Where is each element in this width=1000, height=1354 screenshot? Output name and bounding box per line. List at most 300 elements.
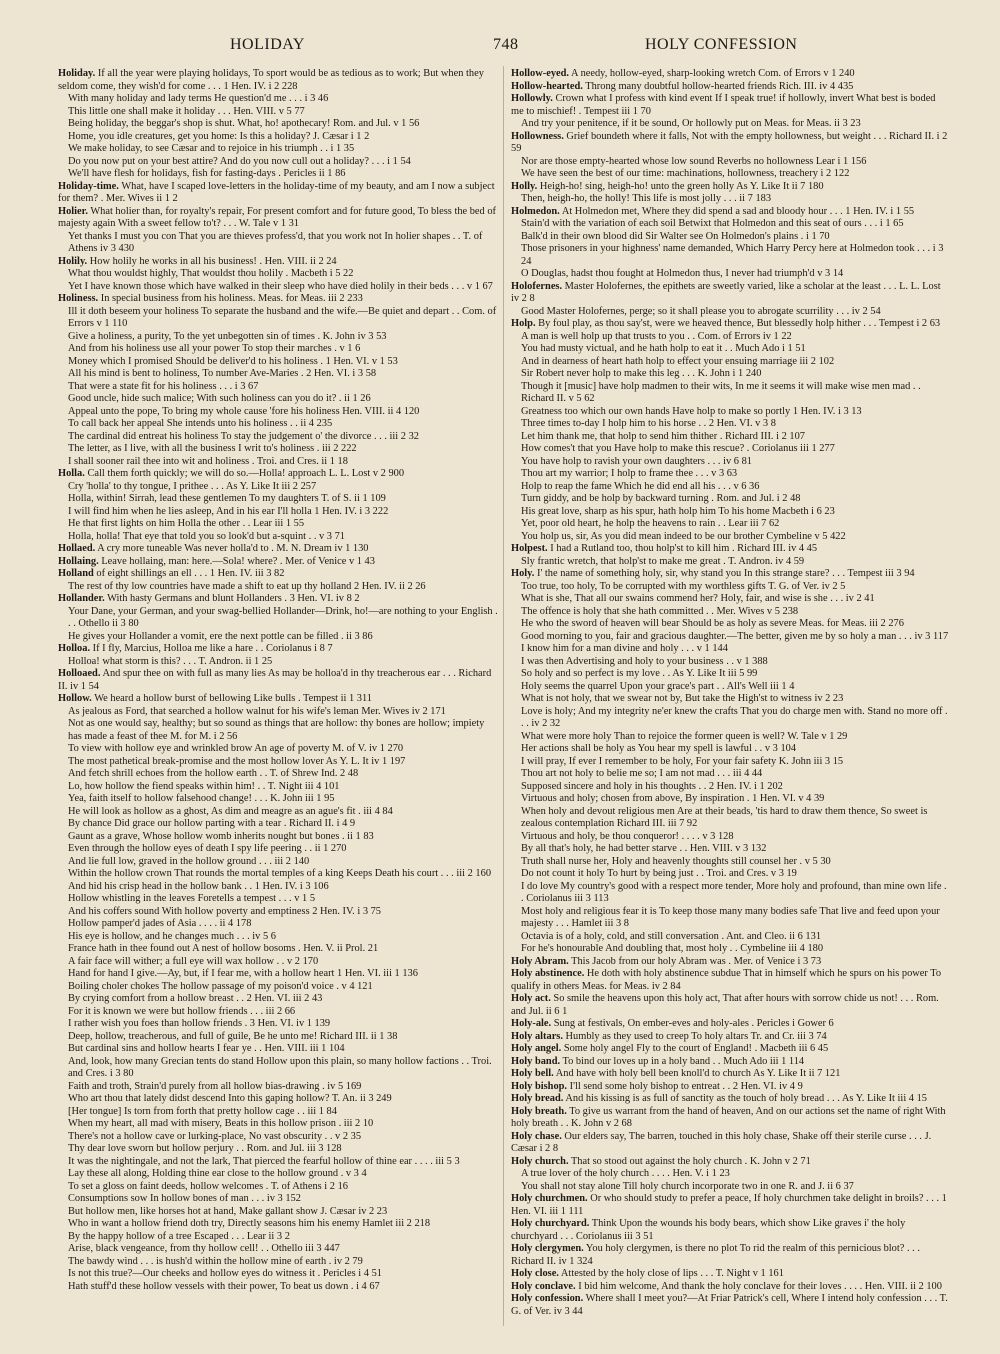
concordance-entry [511, 1156, 949, 1169]
headword: Holy confession. [511, 1293, 584, 1304]
quotation-text: Or who should study to prefer a peace, If holy churchmen take delight in broils? . . . 1 Hen. VI. iii 1 111 [511, 1193, 947, 1217]
quotation-text: Your Dane, your German, and your swag-bellied Hollander—Drink, ho!—are nothing to your English . . . Othello ii 3 80 [68, 605, 498, 629]
quotation-text: Grief boundeth where it falls, Not with the empty hollowness, but weight . . . Richard II. i 2 59 [511, 130, 948, 154]
concordance-entry [58, 693, 498, 706]
right-column [511, 68, 949, 1318]
quotation-text: Virtuous and holy, be thou conqueror! . . . . v 3 128 [521, 830, 734, 842]
quotation-text: We have seen the best of our time: machinations, hollowness, treachery i 2 122 [521, 168, 850, 179]
concordance-entry [58, 393, 498, 406]
concordance-entry [511, 1043, 949, 1056]
left-column [58, 68, 498, 1293]
concordance-entry [511, 481, 949, 494]
concordance-entry [58, 843, 498, 856]
concordance-entry [58, 381, 498, 394]
quotation-text: Supposed sincere and holy in his thoughts . . 2 Hen. IV. i 1 202 [521, 780, 783, 792]
concordance-entry [511, 468, 949, 481]
concordance-entry [58, 981, 498, 994]
quotation-text: Greatness too which our own hands Have holp to make so portly 1 Hen. IV. i 3 13 [521, 405, 862, 417]
quotation-text: Then, heigh-ho, the holly! This life is most jolly . . . ii 7 183 [521, 193, 772, 204]
concordance-entry [58, 531, 498, 544]
quotation-text: Appeal unto the pope, To bring my whole cause 'fore his holiness Hen. VIII. ii 4 120 [68, 405, 420, 417]
quotation-text: There's not a hollow cave or lurking-place, No vast obscurity . . v 2 35 [68, 1130, 362, 1142]
quotation-text: By chance Did grace our hollow parting with a tear . Richard II. i 4 9 [68, 818, 356, 829]
quotation-text: Lo, how hollow the fiend speaks within him! . . T. Night iii 4 101 [68, 780, 340, 792]
concordance-entry [58, 831, 498, 844]
running-header-right: HOLY CONFESSION [645, 36, 798, 53]
concordance-entry [511, 781, 949, 794]
quotation-text: And fetch shrill echoes from the hollow earth . . T. of Shrew Ind. 2 48 [68, 768, 359, 779]
concordance-entry [511, 406, 949, 419]
quotation-text: I' the name of something holy, sir, why stand you In this strange stare? . . . Tempest iii 3 94 [534, 568, 915, 579]
quotation-text: A fair face will wither; a full eye will wax hollow . . v 2 170 [68, 955, 319, 967]
concordance-entry [58, 206, 498, 231]
quotation-text: Home, you idle creatures, get you home: Is this a holiday? J. Cæsar i 1 2 [68, 130, 370, 142]
headword: Holmedon. [511, 205, 560, 217]
quotation-text: That were a state fit for his holiness . . . i 3 67 [68, 380, 259, 392]
concordance-entry [511, 543, 949, 556]
quotation-text: He who the sword of heaven will bear Should be as holy as severe Meas. for Meas. iii 2 276 [521, 618, 904, 629]
quotation-text: And lie full low, graved in the hollow ground . . . iii 2 140 [68, 855, 310, 867]
quotation-text: Gaunt as a grave, Whose hollow womb inherits nought but bones . ii 1 83 [68, 830, 374, 842]
concordance-entry [58, 256, 498, 269]
concordance-entry [511, 868, 949, 881]
quotation-text: Sir Robert never holp to make this leg . . . K. John i 1 240 [521, 368, 762, 379]
quotation-text: The bawdy wind . . . is hush'd within the hollow mine of earth . iv 2 79 [68, 1255, 363, 1267]
concordance-entry [58, 1143, 498, 1156]
concordance-entry [511, 743, 949, 756]
concordance-entry [58, 518, 498, 531]
concordance-entry [58, 68, 498, 93]
quotation-text: All his mind is bent to holiness, To number Ave-Maries . 2 Hen. VI. i 3 58 [68, 368, 377, 379]
quotation-text: What thou wouldst highly, That wouldst thou holily . Macbeth i 5 22 [68, 268, 354, 279]
concordance-entry [58, 1081, 498, 1094]
concordance-entry [511, 568, 949, 581]
concordance-entry [511, 331, 949, 344]
quotation-text: Not as one would say, healthy; but so sound as things that are hollow: thy bones are hollow; impiety has made a feast of thee M. for M. i 2 56 [68, 718, 485, 742]
concordance-entry [511, 956, 949, 969]
concordance-entry [511, 1293, 949, 1318]
quotation-text: What holier than, for royalty's repair, For present comfort and for future good, To bless the bed of majesty again With a sweet fellow to't? . . . W. Tale v 1 31 [58, 205, 496, 229]
headword: Holy act. [511, 993, 551, 1004]
headword: Holy churchyard. [511, 1218, 590, 1229]
quotation-text: Most holy and religious fear it is To keep those many many bodies safe That live and feed upon your majesty . . . Hamlet iii 3 8 [521, 905, 940, 929]
concordance-entry [511, 356, 949, 369]
quotation-text: Do you now put on your best attire? And do you now cull out a holiday? . . . i 1 54 [68, 155, 411, 167]
concordance-entry [511, 756, 949, 769]
concordance-entry [58, 1168, 498, 1181]
concordance-entry [511, 443, 949, 456]
quotation-text: Arise, black vengeance, from thy hollow cell! . . Othello iii 3 447 [68, 1243, 340, 1254]
quotation-text: Hollow pamper'd jades of Asia . . . . ii 4 178 [68, 918, 252, 929]
quotation-text: Hath stuff'd these hollow vessels with their power, To beat us down . i 4 67 [68, 1280, 380, 1292]
quotation-text: His great love, sharp as his spur, hath holp him To his home Macbeth i 6 23 [521, 505, 835, 517]
quotation-text: You had musty victual, and he hath holp to eat it . . Much Ado i 1 51 [521, 343, 806, 354]
quotation-text: And hid his crisp head in the hollow bank . . 1 Hen. IV. i 3 106 [68, 880, 329, 892]
headword: Holy bell. [511, 1068, 554, 1079]
concordance-entry [58, 543, 498, 556]
quotation-text: Some holy angel Fly to the court of England! . Macbeth iii 6 45 [561, 1043, 829, 1054]
quotation-text: By foul play, as thou say'st, were we heaved thence, But blessedly holp hither . . . Tempest i 2 63 [535, 318, 941, 329]
headword: Holy church. [511, 1155, 569, 1167]
quotation-text: That so stood out against the holy church . K. John v 2 71 [568, 1155, 811, 1167]
quotation-text: [Her tongue] Is torn from forth that pretty hollow cage . . iii 1 84 [68, 1105, 337, 1117]
quotation-text: For it is known we were but hollow friends . . . iii 2 66 [68, 1005, 296, 1017]
concordance-entry [511, 456, 949, 469]
concordance-entry [58, 156, 498, 169]
quotation-text: The most pathetical break-promise and the most hollow lover As Y. L. It iv 1 197 [68, 755, 406, 767]
concordance-entry [58, 931, 498, 944]
quotation-text: And his kissing is as full of sanctity as the touch of holy bread . . . As Y. Like It iii 4 15 [563, 1093, 927, 1104]
concordance-entry [58, 668, 498, 693]
quotation-text: Is not this true?—Our cheeks and hollow eyes do witness it . Pericles i 4 51 [68, 1268, 382, 1279]
quotation-text: I know him for a man divine and holy . . . v 1 144 [521, 643, 728, 654]
headword: Holy-ale. [511, 1018, 552, 1029]
concordance-entry [511, 593, 949, 606]
concordance-entry [58, 1106, 498, 1119]
quotation-text: A man is well holp up that trusts to you . . Com. of Errors iv 1 22 [521, 330, 792, 342]
headword: Hollow-hearted. [511, 80, 583, 92]
concordance-entry [511, 181, 949, 194]
quotation-text: By all that's holy, he had better starve . . Hen. VIII. v 3 132 [521, 843, 767, 854]
quotation-text: Good uncle, hide such malice; With such holiness can you do it? . ii 1 26 [68, 393, 371, 404]
headword: Hollaed. [58, 543, 96, 554]
concordance-entry [58, 293, 498, 306]
concordance-entry [511, 793, 949, 806]
running-header-left: HOLIDAY [230, 36, 305, 53]
concordance-entry [58, 1243, 498, 1256]
quotation-text: Good Master Holofernes, perge; so it shall please you to abrogate scurrility . . . iv 2 54 [521, 305, 881, 317]
quotation-text: He doth with holy abstinence subdue That in himself which he spurs on his power To qualify in others Meas. for Meas. iv 2 84 [511, 968, 942, 992]
concordance-entry [511, 1093, 949, 1106]
quotation-text: This Jacob from our holy Abram was . Mer. of Venice i 3 73 [568, 955, 822, 967]
concordance-entry [58, 968, 498, 981]
concordance-entry [58, 556, 498, 569]
quotation-text: He that first lights on him Holla the other . . Lear iii 1 55 [68, 518, 305, 529]
quotation-text: Hand for hand I give.—Ay, but, if I fear me, with a hollow heart 1 Hen. VI. iii 1 136 [68, 968, 418, 979]
quotation-text: The cardinal did entreat his holiness To stay the judgement o' the divorce . . . iii 2 32 [68, 430, 419, 442]
quotation-text: To give us warrant from the hand of heaven, And on our actions set the name of right With holy breath . . K. John v 2 68 [511, 1105, 946, 1129]
quotation-text: Holy seems the quarrel Upon your grace's part . . All's Well iii 1 4 [521, 680, 795, 692]
quotation-text: So holy and so perfect is my love . . As Y. Like It iii 5 99 [521, 668, 758, 679]
quotation-text: A true lover of the holy church . . . . Hen. V. i 1 23 [521, 1168, 730, 1179]
concordance-entry [511, 1281, 949, 1294]
quotation-text: To call back her appeal She intends unto his holiness . . ii 4 235 [68, 418, 333, 429]
concordance-entry [58, 956, 498, 969]
quotation-text: By crying comfort from a hollow breast . . 2 Hen. VI. iii 2 43 [68, 993, 323, 1004]
quotation-text: Humbly as they used to creep To holy altars Tr. and Cr. iii 3 74 [562, 1030, 827, 1042]
quotation-text: Her actions shall be holy as You hear my spell is lawful . . v 3 104 [521, 743, 797, 754]
concordance-entry [58, 881, 498, 894]
quotation-text: Stain'd with the variation of each soil Betwixt that Holmedon and this seat of ours . . . i 1 65 [521, 218, 904, 229]
quotation-text: Yet I have known those which have walked in their sleep who have died holily in their beds . . . v 1 67 [68, 280, 493, 292]
quotation-text: His eye is hollow, and he changes much . . . iv 5 6 [68, 930, 276, 942]
headword: Holy bishop. [511, 1080, 568, 1092]
concordance-entry [58, 181, 498, 206]
quotation-text: Where shall I meet you?—At Friar Patrick's cell, Where I intend holy confession . . . T. G. of Ver. iv 3 44 [511, 1293, 948, 1317]
concordance-entry [58, 1156, 498, 1169]
concordance-entry [511, 931, 949, 944]
headword: Holy altars. [511, 1030, 563, 1042]
headword: Holpest. [511, 543, 548, 554]
quotation-text: Do not count it holy To hurt by being just . . Troi. and Cres. v 3 19 [521, 868, 797, 879]
quotation-text: Deep, hollow, treacherous, and full of guile, Be he unto me! Richard III. ii 1 38 [68, 1030, 398, 1042]
quotation-text: Cry 'holla' to thy tongue, I prithee . . . As Y. Like It iii 2 257 [68, 480, 317, 492]
concordance-entry [58, 1006, 498, 1019]
concordance-entry [58, 493, 498, 506]
concordance-entry [511, 606, 949, 619]
quotation-text: For he's honourable And doubling that, most holy . . Cymbeline iii 4 180 [521, 943, 824, 954]
quotation-text: But cardinal sins and hollow hearts I fear ye . . Hen. VIII. iii 1 104 [68, 1043, 345, 1054]
headword: Holily. [58, 255, 88, 267]
concordance-entry [511, 856, 949, 869]
concordance-entry [58, 331, 498, 344]
concordance-entry [511, 518, 949, 531]
quotation-text: Our elders say, The barren, touched in this holy chase, Shake off their sterile curse . . . J. Cæsar i 2 8 [511, 1130, 932, 1154]
concordance-entry [511, 218, 949, 231]
quotation-text: At Holmedon met, Where they did spend a sad and bloody hour . . . 1 Hen. IV. i 1 55 [559, 205, 915, 217]
quotation-text: Even through the hollow eyes of death I spy life peering . . ii 1 270 [68, 843, 347, 854]
concordance-entry [511, 1193, 949, 1218]
headword: Holy chase. [511, 1130, 562, 1142]
concordance-entry [511, 731, 949, 744]
quotation-text: If all the year were playing holidays, To sport would be as tedious as to work; But when they seldom come, they wish'd for come . . . 1 Hen. IV. i 2 228 [58, 68, 484, 92]
concordance-entry [58, 456, 498, 469]
quotation-text: O Douglas, hadst thou fought at Holmedon thus, I never had triumph'd v 3 14 [521, 268, 844, 279]
concordance-entry [511, 943, 949, 956]
concordance-entry [511, 968, 949, 993]
concordance-entry [511, 681, 949, 694]
concordance-entry [58, 768, 498, 781]
quotation-text: With many holiday and lady terms He question'd me . . . i 3 46 [68, 93, 329, 104]
quotation-text: You have holp to ravish your own daughters . . . iv 6 81 [521, 455, 752, 467]
concordance-entry [58, 1218, 498, 1231]
concordance-entry [511, 806, 949, 831]
concordance-entry [511, 343, 949, 356]
quotation-text: We heard a hollow burst of bellowing Like bulls . Tempest ii 1 311 [91, 693, 372, 704]
concordance-entry [58, 306, 498, 331]
quotation-text: To view with hollow eye and wrinkled brow An age of poverty M. of V. iv 1 270 [68, 743, 404, 754]
concordance-entry [511, 368, 949, 381]
quotation-text: Love is holy; And my integrity ne'er knew the crafts That you do charge men with. Stand no more off . . . iv 2 32 [521, 705, 948, 729]
quotation-text: And spur thee on with full as many lies As may be holloa'd in thy treacherous ear . . . Richard II. iv 1 54 [58, 668, 492, 692]
concordance-entry [511, 206, 949, 219]
quotation-text: Holla, within! Sirrah, lead these gentlemen To my daughters T. of S. ii 1 109 [68, 493, 386, 504]
quotation-text: And try your penitence, if it be sound, Or hollowly put on Meas. for Meas. ii 3 23 [521, 118, 861, 129]
concordance-entry [511, 843, 949, 856]
quotation-text: To set a gloss on faint deeds, hollow welcomes . T. of Athens i 2 16 [68, 1180, 348, 1192]
headword: Holp. [511, 318, 536, 329]
concordance-entry [58, 1231, 498, 1244]
concordance-entry [58, 1193, 498, 1206]
concordance-entry [511, 643, 949, 656]
headword: Holofernes. [511, 280, 563, 292]
quotation-text: Turn giddy, and be holp by backward turning . Rom. and Jul. i 2 48 [521, 493, 801, 504]
quotation-text: How holily he works in all his business! . Hen. VIII. ii 2 24 [87, 255, 337, 267]
concordance-entry [511, 243, 949, 268]
quotation-text: To bind our loves up in a holy band . . Much Ado iii 1 114 [560, 1055, 805, 1067]
concordance-entry [511, 281, 949, 306]
quotation-text: Within the hollow crown That rounds the mortal temples of a king Keeps Death his court . . . iii 2 160 [68, 868, 492, 879]
headword: Holy breath. [511, 1105, 567, 1117]
headword: Holloaed. [58, 668, 101, 679]
concordance-entry [58, 743, 498, 756]
quotation-text: Balk'd in their own blood did Sir Walter see On Holmedon's plains . i 1 70 [521, 230, 830, 242]
quotation-text: Heigh-ho! sing, heigh-ho! unto the green holly As Y. Like It ii 7 180 [537, 180, 824, 192]
concordance-entry [58, 1056, 498, 1081]
concordance-entry [58, 906, 498, 919]
headword: Holy churchmen. [511, 1193, 588, 1204]
headword: Holy Abram. [511, 955, 569, 967]
concordance-entry [511, 656, 949, 669]
quotation-text: Money which I promised Should be deliver'd to his holiness . 1 Hen. VI. v 1 53 [68, 355, 398, 367]
quotation-text: And in dearness of heart hath holp to effect your ensuing marriage iii 2 102 [521, 355, 835, 367]
concordance-entry [511, 418, 949, 431]
concordance-entry [58, 918, 498, 931]
concordance-entry [58, 856, 498, 869]
concordance-entry [58, 718, 498, 743]
quotation-text: Octavia is of a holy, cold, and still conversation . Ant. and Cleo. ii 6 131 [521, 930, 822, 942]
headword: Holy band. [511, 1055, 561, 1067]
headword: Holloa. [58, 643, 91, 654]
concordance-entry [511, 93, 949, 118]
concordance-entry [511, 118, 949, 131]
concordance-entry [511, 531, 949, 544]
headword: Holly. [511, 180, 538, 192]
concordance-entry [511, 1018, 949, 1031]
quotation-text: I will pray, If ever I remember to be holy, For your fair safety K. John iii 3 15 [521, 755, 844, 767]
quotation-text: Boiling choler chokes The hollow passage of my poison'd voice . v 4 121 [68, 980, 373, 992]
concordance-entry [511, 68, 949, 81]
quotation-text: Holloa! what storm is this? . . . T. Andron. ii 1 25 [68, 655, 273, 667]
concordance-entry [511, 1181, 949, 1194]
headword: Holy bread. [511, 1093, 564, 1104]
concordance-entry [511, 306, 949, 319]
quotation-text: Good morning to you, fair and gracious daughter.—The better, given me by so holy a man . . . iv 3 117 [521, 630, 949, 642]
quotation-text: Holp to reap the fame Which he did end all his . . . v 6 36 [521, 480, 760, 492]
concordance-entry [511, 831, 949, 844]
headword: Holy close. [511, 1268, 559, 1279]
headword: Holier. [58, 205, 88, 217]
concordance-entry [511, 506, 949, 519]
quotation-text: Truth shall nurse her, Holy and heavenly thoughts still counsel her . v 5 30 [521, 855, 831, 867]
quotation-text: And have with holy bell been knoll'd to church As Y. Like It ii 7 121 [553, 1068, 841, 1079]
concordance-entry [58, 481, 498, 494]
quotation-text: With hasty Germans and blunt Hollanders . 3 Hen. VI. iv 8 2 [104, 593, 360, 604]
concordance-entry [58, 431, 498, 444]
concordance-entry [58, 1206, 498, 1219]
quotation-text: I bid him welcome, And thank the holy conclave for their loves . . . . Hen. VIII. ii 2 100 [575, 1280, 942, 1292]
concordance-entry [511, 156, 949, 169]
concordance-entry [58, 343, 498, 356]
concordance-entry [58, 943, 498, 956]
quotation-text: A needy, hollow-eyed, sharp-looking wretch Com. of Errors v 1 240 [569, 68, 855, 79]
quotation-text: I was then Advertising and holy to your business . . v 1 388 [521, 655, 768, 667]
concordance-entry [58, 593, 498, 606]
concordance-entry [511, 431, 949, 444]
quotation-text: Nor are those empty-hearted whose low sound Reverbs no hollowness Lear i 1 156 [521, 155, 867, 167]
concordance-entry [58, 1131, 498, 1144]
concordance-entry [511, 1168, 949, 1181]
quotation-text: I rather wish you foes than hollow friends . 3 Hen. VI. iv 1 139 [68, 1018, 331, 1029]
concordance-entry [58, 606, 498, 631]
quotation-text: What were more holy Than to rejoice the former queen is well? W. Tale v 1 29 [521, 730, 848, 742]
concordance-entry [58, 231, 498, 256]
headword: Holy abstinence. [511, 968, 585, 979]
concordance-entry [58, 406, 498, 419]
concordance-entry [511, 193, 949, 206]
concordance-entry [511, 1031, 949, 1044]
page-number: 748 [493, 36, 519, 53]
quotation-text: Lay these all along, Holding thine ear close to the hollow ground . v 3 4 [68, 1168, 367, 1179]
quotation-text: A cry more tuneable Was never holla'd to . M. N. Dream iv 1 130 [95, 543, 369, 554]
quotation-text: Faith and troth, Strain'd purely from all hollow bias-drawing . iv 5 169 [68, 1080, 362, 1092]
quotation-text: You shall not stay alone Till holy church incorporate two in one R. and J. ii 6 37 [521, 1180, 854, 1192]
concordance-entry [511, 768, 949, 781]
concordance-entry [58, 818, 498, 831]
concordance-entry [58, 418, 498, 431]
column-divider [503, 66, 504, 1326]
quotation-text: Holla, holla! That eye that told you so look'd but a-squint . . v 3 71 [68, 530, 345, 542]
concordance-entry [58, 468, 498, 481]
concordance-entry [511, 993, 949, 1018]
quotation-text: And his coffers sound With hollow poverty and emptiness 2 Hen. IV. i 3 75 [68, 905, 382, 917]
concordance-entry [58, 568, 498, 581]
headword: Holy conclave. [511, 1280, 576, 1292]
quotation-text: You holy clergymen, is there no plot To rid the realm of this pernicious blot? . . . Richard II. iv 1 324 [511, 1243, 920, 1267]
concordance-entry [511, 131, 949, 156]
quotation-text: And from his holiness use all your power To stop their marches . v 1 6 [68, 343, 361, 354]
concordance-entry [58, 268, 498, 281]
concordance-entry [511, 1068, 949, 1081]
quotation-text: Too true, too holy, To be corrupted with my worthless gifts T. G. of Ver. iv 2 5 [521, 580, 846, 592]
concordance-entry [58, 118, 498, 131]
quotation-text: Crown what I profess with kind event If I speak true! if hollowly, invert What best is boded me to mischief! . Tempest iii 1 70 [511, 93, 936, 117]
quotation-text: If I fly, Marcius, Holloa me like a hare . . Coriolanus i 8 7 [90, 643, 333, 654]
quotation-text: Let him thank me, that holp to send him thither . Richard III. i 2 107 [521, 430, 805, 442]
concordance-entry [58, 581, 498, 594]
quotation-text: I will find him when he lies asleep, And in his ear I'll holla 1 Hen. IV. i 3 222 [68, 505, 389, 517]
quotation-text: Sung at festivals, On ember-eves and holy-ales . Pericles i Gower 6 [551, 1018, 834, 1029]
concordance-entry [58, 1043, 498, 1056]
concordance-entry [58, 706, 498, 719]
quotation-text: The rest of thy low countries have made a shift to eat up thy holland 2 Hen. IV. ii 2 26 [68, 580, 426, 592]
quotation-text: Virtuous and holy; chosen from above, By inspiration . 1 Hen. VI. v 4 39 [521, 793, 825, 804]
concordance-entry [511, 1243, 949, 1268]
headword: Hollow-eyed. [511, 68, 570, 79]
quotation-text: Call them forth quickly; we will do so.—Holla! approach L. L. Lost v 2 900 [84, 468, 405, 479]
concordance-entry [58, 656, 498, 669]
concordance-entry [511, 81, 949, 94]
headword: Hollow. [58, 693, 92, 704]
headword: Holy angel. [511, 1043, 562, 1054]
headword: Holiday-time. [58, 180, 119, 192]
concordance-entry [511, 881, 949, 906]
quotation-text: The offence is holy that she hath committed . . Mer. Wives v 5 238 [521, 605, 799, 617]
concordance-entry [511, 1131, 949, 1156]
quotation-text: When holy and devout religious men Are at their beads, 'tis hard to draw them thence, So sweet is zealous contemplation Richard III. iii 7 92 [521, 805, 928, 829]
headword: Holland [58, 568, 94, 579]
quotation-text: This little one shall make it holiday . . . Hen. VIII. v 5 77 [68, 105, 305, 117]
quotation-text: You holp us, sir, As you did mean indeed to be our brother Cymbeline v 5 422 [521, 530, 846, 542]
quotation-text: Who in want a hollow friend doth try, Directly seasons him his enemy Hamlet iii 2 218 [68, 1218, 431, 1229]
concordance-entry [58, 168, 498, 181]
headword: Holla. [58, 468, 85, 479]
concordance-entry [511, 1081, 949, 1094]
concordance-entry [58, 143, 498, 156]
concordance-entry [58, 443, 498, 456]
concordance-entry [58, 1181, 498, 1194]
quotation-text: Thou art not holy to belie me so; I am not mad . . . iii 4 44 [521, 768, 763, 779]
